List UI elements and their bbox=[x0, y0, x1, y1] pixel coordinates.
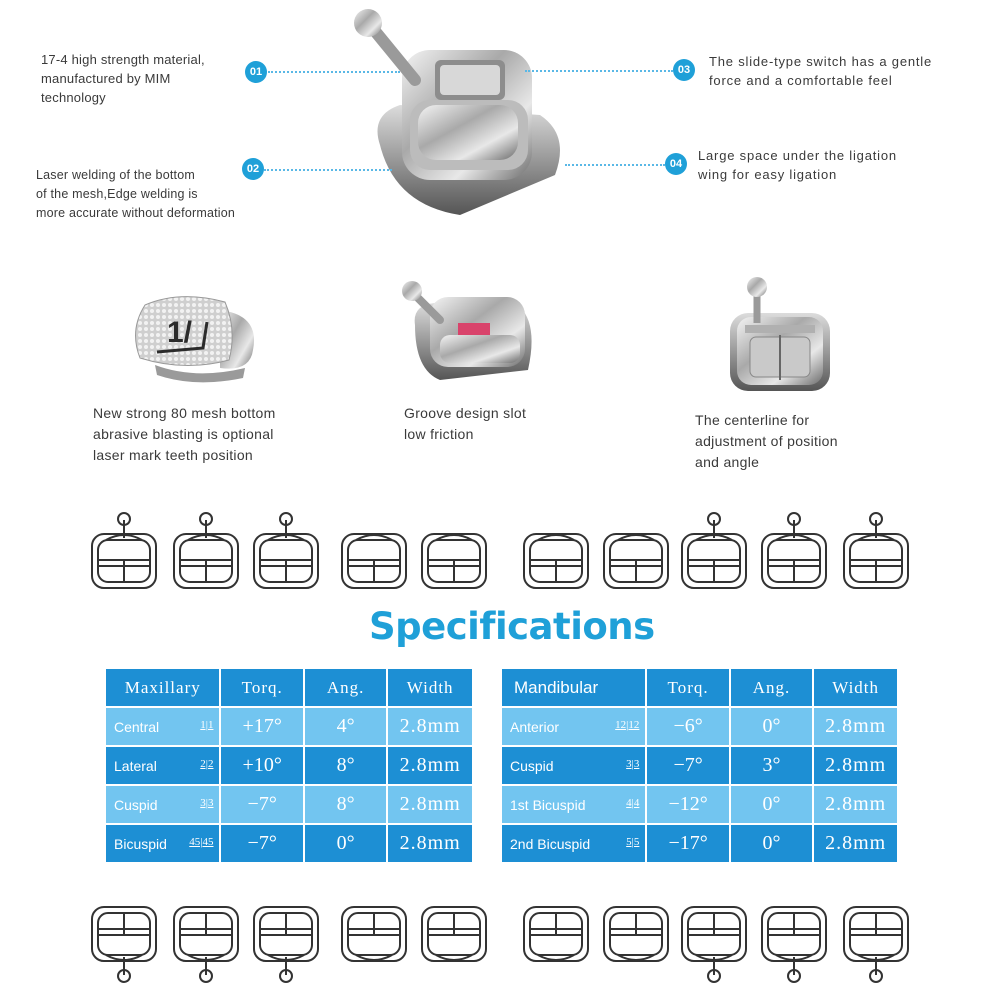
bracket-outline-icon bbox=[250, 905, 322, 985]
row-torq: −6° bbox=[646, 707, 729, 746]
callout-02-text: Laser welding of the bottom of the mesh,Edge welding is more accurate without deformation bbox=[36, 168, 236, 220]
row-torq: +10° bbox=[220, 746, 303, 785]
row-name: Bicuspid 45|45 bbox=[105, 824, 220, 863]
feature-groove-text: Groove design slot low friction bbox=[404, 405, 527, 442]
mandibular-header-width: Width bbox=[813, 668, 898, 707]
mandibular-table bbox=[500, 667, 899, 864]
row-width: 2.8mm bbox=[387, 707, 473, 746]
row-width: 2.8mm bbox=[813, 824, 898, 863]
callout-02-leader bbox=[264, 169, 392, 171]
callout-01-badge: 01 bbox=[245, 61, 267, 83]
row-name: Cuspid 3|3 bbox=[105, 785, 220, 824]
tooth-number: 2|2 bbox=[200, 757, 214, 770]
bracket-outline-icon bbox=[840, 510, 912, 590]
callout-03-text: The slide-type switch has a gentle force and a comfortable feel bbox=[709, 54, 933, 88]
bracket-outline-icon bbox=[520, 905, 592, 985]
tooth-number: 45|45 bbox=[189, 835, 214, 848]
bracket-outline-icon bbox=[758, 905, 830, 985]
row-name: Cuspid 3|3 bbox=[501, 746, 646, 785]
mesh-laser-mark: 1/ bbox=[167, 316, 193, 349]
bracket-outline-icon bbox=[88, 905, 160, 985]
bracket-outline-icon bbox=[250, 510, 322, 590]
callout-04-text: Large space under the ligation wing for easy ligation bbox=[698, 148, 897, 182]
maxillary-header-row bbox=[105, 668, 473, 707]
table-row bbox=[501, 746, 898, 785]
row-width: 2.8mm bbox=[387, 746, 473, 785]
row-ang: 0° bbox=[304, 824, 387, 863]
row-ang: 0° bbox=[730, 824, 813, 863]
bracket-bottom-row-icons bbox=[0, 0, 1001, 1]
row-width: 2.8mm bbox=[813, 746, 898, 785]
tooth-number: 12|12 bbox=[615, 718, 640, 731]
bracket-outline-icon bbox=[520, 510, 592, 590]
bracket-outline-icon bbox=[88, 510, 160, 590]
row-name: Lateral 2|2 bbox=[105, 746, 220, 785]
groove-slot-image bbox=[400, 275, 540, 385]
maxillary-table bbox=[104, 667, 474, 864]
bracket-outline-icon bbox=[600, 905, 672, 985]
table-row bbox=[105, 746, 473, 785]
row-ang: 3° bbox=[730, 746, 813, 785]
maxillary-header-width: Width bbox=[387, 668, 473, 707]
row-name: Anterior 12|12 bbox=[501, 707, 646, 746]
bracket-outline-icon bbox=[170, 510, 242, 590]
mandibular-header-row bbox=[501, 668, 898, 707]
centerline-image bbox=[725, 275, 835, 395]
row-ang: 0° bbox=[730, 785, 813, 824]
table-row bbox=[105, 824, 473, 863]
row-torq: +17° bbox=[220, 707, 303, 746]
table-row bbox=[501, 785, 898, 824]
row-name: 2nd Bicuspid 5|5 bbox=[501, 824, 646, 863]
hero-bracket-image bbox=[340, 5, 580, 220]
table-row bbox=[501, 824, 898, 863]
callout-04-leader bbox=[565, 164, 665, 166]
row-ang: 8° bbox=[304, 785, 387, 824]
mandibular-header-torq: Torq. bbox=[646, 668, 729, 707]
callout-01-text: 17-4 high strength material, manufactured by MIM technology bbox=[41, 52, 205, 105]
row-torq: −17° bbox=[646, 824, 729, 863]
mandibular-header-label: Mandibular bbox=[501, 668, 646, 707]
bracket-outline-icon bbox=[338, 510, 410, 590]
tooth-number: 5|5 bbox=[626, 835, 640, 848]
bracket-outline-icon bbox=[418, 510, 490, 590]
row-width: 2.8mm bbox=[813, 785, 898, 824]
callout-03-badge: 03 bbox=[673, 59, 695, 81]
row-torq: −7° bbox=[220, 824, 303, 863]
table-row bbox=[501, 707, 898, 746]
callout-04-badge: 04 bbox=[665, 153, 687, 175]
tooth-number: 1|1 bbox=[200, 718, 214, 731]
tooth-number: 3|3 bbox=[200, 796, 214, 809]
callout-02-badge: 02 bbox=[242, 158, 264, 180]
row-ang: 4° bbox=[304, 707, 387, 746]
specifications-title: Specifications bbox=[369, 605, 655, 648]
feature-centerline-text: The centerline for adjustment of position and angle bbox=[695, 412, 838, 470]
callout-03-leader bbox=[525, 70, 673, 72]
bracket-outline-icon bbox=[600, 510, 672, 590]
table-row bbox=[105, 785, 473, 824]
row-width: 2.8mm bbox=[387, 785, 473, 824]
row-torq: −7° bbox=[220, 785, 303, 824]
row-torq: −7° bbox=[646, 746, 729, 785]
tooth-number: 4|4 bbox=[626, 796, 640, 809]
bracket-outline-icon bbox=[418, 905, 490, 985]
row-ang: 8° bbox=[304, 746, 387, 785]
bracket-outline-icon bbox=[840, 905, 912, 985]
bracket-outline-icon bbox=[170, 905, 242, 985]
maxillary-header-ang: Ang. bbox=[304, 668, 387, 707]
row-name: 1st Bicuspid 4|4 bbox=[501, 785, 646, 824]
row-ang: 0° bbox=[730, 707, 813, 746]
row-width: 2.8mm bbox=[387, 824, 473, 863]
row-name: Central 1|1 bbox=[105, 707, 220, 746]
feature-mesh-text: New strong 80 mesh bottom abrasive blasting is optional laser mark teeth position bbox=[93, 405, 276, 463]
row-torq: −12° bbox=[646, 785, 729, 824]
callout-01-leader bbox=[268, 71, 400, 73]
row-width: 2.8mm bbox=[813, 707, 898, 746]
bracket-outline-icon bbox=[338, 905, 410, 985]
maxillary-header-torq: Torq. bbox=[220, 668, 303, 707]
table-row bbox=[105, 707, 473, 746]
mandibular-header-ang: Ang. bbox=[730, 668, 813, 707]
tooth-number: 3|3 bbox=[626, 757, 640, 770]
bracket-outline-icon bbox=[678, 510, 750, 590]
bracket-outline-icon bbox=[678, 905, 750, 985]
mesh-bottom-image bbox=[125, 290, 265, 385]
maxillary-header-label: Maxillary bbox=[105, 668, 220, 707]
bracket-outline-icon bbox=[758, 510, 830, 590]
